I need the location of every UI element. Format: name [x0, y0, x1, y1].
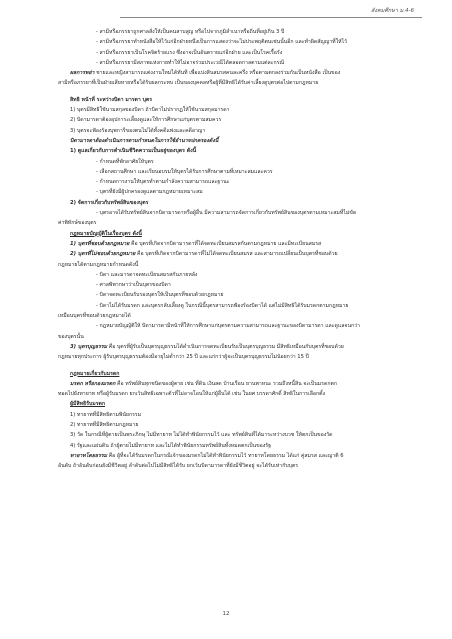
- text-line: - บุตรอาจได้รับทรัพย์สินจากบิดามารดาหรือผู้อื่น มีความสามารถจัดการเกี่ยวกับทรัพย์สินของบุตรตามเหมาะสมที่ไม่ขัด: [96, 210, 357, 217]
- text-line: 4) รัฐและแผ่นดิน ถ้าผู้ตายไม่มีทายาท และไม่ได้ทำพินัยกรรมทรัพย์สินทั้งหมดตกเป็นของรัฐ: [70, 442, 271, 449]
- text-line: - กฎหมายบัญญัติให้ บิดามารดามีหน้าที่ให้การศึกษาแก่บุตรตามความสามารถและฐานะของบิดามารดา และดูแลจนกว่า: [96, 323, 360, 330]
- text-line: 1) บุตรมีสิทธิใช้นามสกุลของบิดา ถ้าบิดาไม่ปรากฏให้ใช้นามสกุลมารดา: [70, 107, 230, 114]
- term-lead: ทายาทโดยธรรม: [70, 452, 108, 459]
- text-line: ค่าพิทักษ์ของบุตร: [58, 220, 97, 227]
- term-lead: มรดก หรือกองมรดก: [70, 380, 116, 387]
- term-lead: 3) บุตรบุญธรรม: [70, 343, 108, 350]
- text-line: [58, 249, 412, 259]
- text-line: - สามีหรือภรรยาเป็นโรคจิตร้ายแรง ซึ่งอาจเป็นอันตรายแก่อีกฝ่าย และเป็นโรคเรื้อรัง: [96, 49, 283, 56]
- text-line: - กำหนดที่พักอาศัยให้บุตร: [96, 158, 154, 165]
- text-line: [58, 342, 412, 352]
- text-line: - สามีหรือภรรยามีสภาพแห่งกายทำให้ไม่อาจร่วมประเวณีได้ตลอดกาลตามแต่ละกรณี: [96, 59, 285, 66]
- text-line: 1) ทายาทที่มีสิทธิตามพินัยกรรม: [70, 411, 142, 418]
- text-line: - สามีหรือภรรยาถูกศาลสั่งให้เป็นคนสาบสูญ หรือไปจากภูมิลำเนาหรือถิ่นที่อยู่เกิน 3 ปี: [96, 29, 285, 35]
- text-line: 2) บิดามารดาต้องอุปการะเลี้ยงดูและให้การศึกษาแก่บุตรตามสมควร: [70, 117, 222, 124]
- text-line: 3) บุตรจะฟ้องร้องบุพการีของตนไม่ได้ทั้งคดีแพ่งและคดีอาญา: [70, 127, 206, 134]
- text-line: กฎหมายได้ตามกฎหมายกำหนดดังนี้: [58, 261, 139, 268]
- text-line: - บุตรที่ยังมีผู้ปกครองดูแลตามกฎหมายเหมาะสม: [96, 189, 203, 196]
- text-line: - กำหนดการงานให้บุตรทำตามกำลังความสามารถและฐานะ: [96, 179, 230, 186]
- text-line: [58, 239, 412, 249]
- text-line: สามีหรือภรรยาที่เป็นฝ่ายเสียหายหรือได้รับผลกระทบ เป็นของบุคคลหรือผู้ที่มีสิทธิได้รับค่าเลี้ยงดูบุตรต่อไปตามกฎหมาย: [58, 80, 319, 87]
- text-line: 3) วัด ในกรณีที่ผู้ตายเป็นพระภิกษุ ไม่มีทายาท ไม่ได้ทำพินัยกรรมไว้ และ ทรัพย์สินที่ได้มาระหว่างบวช ให้ตกเป็นของวัด: [70, 432, 333, 439]
- text-line: - บิดาไม่ได้รับมรดก และบุตรกลับเลี้ยงดู ในกรณีนี้บุตรสามารถฟ้องร้องบิดาได้ แต่ไม่มีสิทธิได้รับมรดกตามกฎหมาย: [96, 302, 349, 309]
- text-line: กฎหมายเกี่ยวกับมรดก: [70, 370, 120, 377]
- text-line: กฎหมายทุกประการ ผู้รับบุตรบุญธรรมต้องมีอายุไม่ต่ำกว่า 25 ปี และแก่กว่าผู้จะเป็นบุตรบุญธรรมไม่น้อยกว่า 15 ปี: [58, 354, 309, 361]
- text-line: บิดามารดาต้องดำเนินการตามกำหนดในการใช้อำนาจปกครองดังนี้: [70, 137, 219, 144]
- text-line: กฎหมายบัญญัติในเรื่องบุตร ดังนี้: [70, 230, 142, 237]
- text-line: ทอดไปยังทายาท หรือผู้รับมรดก ยกเว้นสิทธิเฉพาะตัวที่ไม่อาจโอนให้แก่ผู้อื่นได้ เช่น ในยศ บรรดาศักดิ์ สิทธิในการเลือกตั้ง: [58, 391, 326, 398]
- term-definition: คือ ทรัพย์สินทุกชนิดของผู้ตาย เช่น ที่ดิน เงินสด บ้านเรือน ยานพาหนะ รวมถึงหนี้สิน จะเป็นมรดกตก: [115, 380, 337, 387]
- text-line: สิทธิ หน้าที่ ระหว่างบิดา มารดา บุตร: [70, 96, 153, 103]
- text-line: อันดับ ถ้าอันดับก่อนยังมีชีวิตอยู่ ลำดับต่อไปไม่มีสิทธิได้รับ ยกเว้นบิดามารดาที่ยังมีชีวิตอยู่ จะได้รับเท่ากับบุตร: [58, 463, 299, 470]
- text-line: - บิดา และมารดาจดทะเบียนสมรสกันภายหลัง: [96, 271, 198, 278]
- text-line: ของบุตรนั้น: [58, 333, 84, 340]
- term-lead: ผลการหย่า: [70, 70, 95, 77]
- term-definition: คือ บุตรที่ผู้รับเป็นบุตรบุญธรรมได้ดำเนินการจดทะเบียนรับเป็นบุตรบุญธรรม มีสิทธิเหมือนกับบุตรที่ชอบด้วย: [107, 343, 344, 350]
- text-line: [58, 68, 412, 78]
- text-line: เหมือนบุตรที่ชอบด้วยกฎหมายได้: [58, 313, 131, 320]
- text-line: [58, 379, 412, 389]
- term-lead: 1) บุตรที่ชอบด้วยกฎหมาย: [70, 240, 130, 247]
- term-definition: คือ บุตรที่เกิดจากบิดามารดาที่ได้จดทะเบียนสมรสกันตามกฎหมาย และมีทะเบียนสมรส: [129, 240, 322, 247]
- text-line: - สามีหรือภรรยาทำหนังสือให้ไว้แก่อีกฝ่ายหนึ่งเป็นการแสดงว่าจะไม่ประพฤติตนเช่นนั้นอีก และทำผิดสัญญาที่ให้ไว้: [96, 39, 348, 46]
- text-line: - ศาลพิพากษาว่าเป็นบุตรของบิดา: [96, 282, 171, 289]
- term-lead: 2) บุตรที่ไม่ชอบด้วยกฎหมาย: [70, 251, 136, 258]
- text-line: - บิดาจดทะเบียนรับรองบุตรให้เป็นบุตรที่ชอบด้วยกฎหมาย: [96, 292, 224, 299]
- text-line: 1) ดูแลเกี่ยวกับการดำเนินชีวิตความเป็นอยู่ของบุตร ดังนี้: [70, 148, 197, 155]
- text-line: 2) จัดการเกี่ยวกับทรัพย์สินของบุตร: [70, 199, 149, 206]
- text-line: 2) ทายาทที่มีสิทธิตามกฎหมาย: [70, 421, 139, 428]
- page-number: 12: [222, 611, 230, 617]
- text-line: - เลือกสถานศึกษา และเรียนอบรมให้บุตรได้รับการศึกษาตามที่เหมาะสมและควร: [96, 168, 273, 175]
- document-body: [58, 27, 412, 471]
- text-line: ผู้มีสิทธิรับมรดก: [70, 401, 106, 408]
- term-definition: ชายและหญิงสามารถแต่งงานใหม่ได้ทันที เพื่อแบ่งสินสมรสคนละครึ่ง หรือตามตกลงร่วมกันเป็นหนังสือ เป็นของ: [94, 70, 341, 77]
- header-divider: [120, 17, 422, 18]
- term-definition: คือ บุตรที่เกิดจากบิดามารดาที่ไม่ได้จดทะเบียนสมรส และสามารถเปลี่ยนเป็นบุตรที่ชอบด้วย: [135, 251, 338, 258]
- text-line: [58, 451, 412, 461]
- running-header: สังคมศึกษา ม.4-6: [371, 8, 414, 14]
- term-definition: คือ ผู้ที่จะได้รับมรดกในกรณีเจ้าของมรดกไม่ได้ทำพินัยกรรมไว้ ทายาทโดยธรรม ได้แก่ คู่สมรส และญาติ 6: [107, 452, 344, 459]
